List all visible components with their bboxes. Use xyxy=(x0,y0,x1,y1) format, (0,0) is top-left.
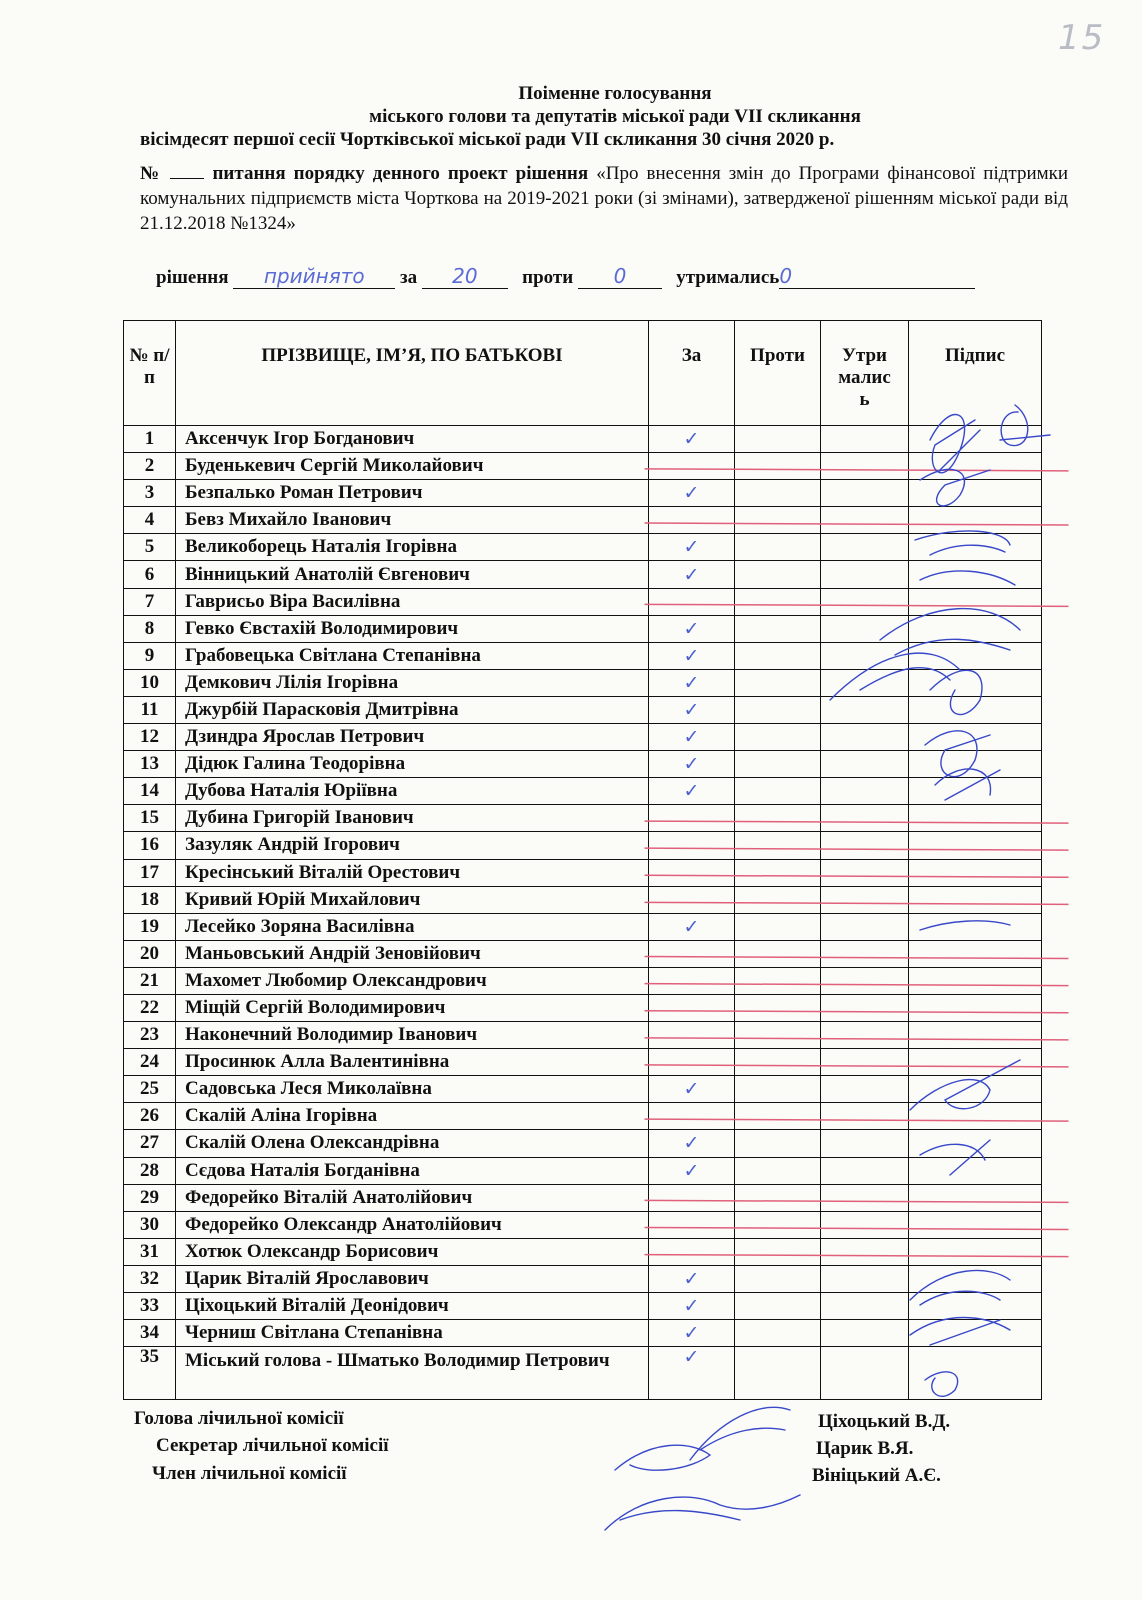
row-number: 5 xyxy=(124,534,176,561)
header-subtitle: міського голови та депутатів міської ради VІІ скликання xyxy=(369,106,861,127)
signature-scribble xyxy=(915,531,1010,555)
deputy-name: Буденькевич Сергій Миколайович xyxy=(176,453,649,480)
row-number: 31 xyxy=(124,1238,176,1265)
deputy-name: Маньовський Андрій Зеновійович xyxy=(176,940,649,967)
deputy-name: Дідюк Галина Теодорівна xyxy=(176,751,649,778)
row-number: 22 xyxy=(124,994,176,1021)
vote-for-cell: ✓ xyxy=(649,1157,735,1184)
row-number: 7 xyxy=(124,588,176,615)
vote-for-cell: ✓ xyxy=(649,1076,735,1103)
page-number: 15 xyxy=(1058,18,1106,58)
signature-scribble xyxy=(920,1140,990,1175)
vote-for-cell: ✓ xyxy=(649,778,735,805)
deputy-name: Бевз Михайло Іванович xyxy=(176,507,649,534)
signature-scribble xyxy=(1000,405,1050,446)
deputy-name: Джурбій Парасковія Дмитрівна xyxy=(176,696,649,723)
header-against: Проти xyxy=(735,321,821,426)
abstained-label: утримались xyxy=(676,267,780,288)
header-name: ПРІЗВИЩЕ, ІМ’Я, ПО БАТЬКОВІ xyxy=(176,321,649,426)
row-number: 4 xyxy=(124,507,176,534)
row-number: 12 xyxy=(124,724,176,751)
against-label: проти xyxy=(522,267,574,288)
deputy-name: Демкович Лілія Ігорівна xyxy=(176,669,649,696)
absence-strike-line xyxy=(645,1065,1069,1067)
topic-number-sign: № xyxy=(140,163,163,184)
deputy-name: Наконечний Володимир Іванович xyxy=(176,1022,649,1049)
row-number: 29 xyxy=(124,1184,176,1211)
vote-for-cell: ✓ xyxy=(649,696,735,723)
row-number: 21 xyxy=(124,967,176,994)
row-number: 10 xyxy=(124,669,176,696)
signature-scribble xyxy=(880,609,1020,655)
row-number: 33 xyxy=(124,1293,176,1320)
row-number: 32 xyxy=(124,1265,176,1292)
deputy-name: Скалій Аліна Ігорівна xyxy=(176,1103,649,1130)
vote-for-cell: ✓ xyxy=(649,1265,735,1292)
topic-label: питання порядку денного проект рішення xyxy=(212,163,589,184)
header-session: вісімдесят першої сесії Чортківської міської ради VІІ скликання 30 січня 2020 р. xyxy=(140,129,835,150)
row-number: 15 xyxy=(124,805,176,832)
row-number: 16 xyxy=(124,832,176,859)
row-number: 35 xyxy=(124,1347,176,1400)
row-number: 24 xyxy=(124,1049,176,1076)
signature-scribble xyxy=(925,1372,958,1396)
deputy-name: Федорейко Віталій Анатолійович xyxy=(176,1184,649,1211)
deputy-name: Скалій Олена Олександрівна xyxy=(176,1130,649,1157)
vote-for-cell: ✓ xyxy=(649,913,735,940)
row-number: 19 xyxy=(124,913,176,940)
header-abstained: Утримались xyxy=(821,321,909,426)
vote-for-cell: ✓ xyxy=(649,1320,735,1347)
deputy-name: Аксенчук Ігор Богданович xyxy=(176,426,649,453)
chair-label: Голова лічильної комісії xyxy=(134,1408,344,1429)
commission-signatures xyxy=(605,1407,800,1530)
deputy-name: Садовська Леся Миколаївна xyxy=(176,1076,649,1103)
header-for: За xyxy=(649,321,735,426)
abstained-value: 0 xyxy=(779,264,975,289)
deputy-name: Царик Віталій Ярославович xyxy=(176,1265,649,1292)
deputy-name: Черниш Світлана Степанівна xyxy=(176,1320,649,1347)
row-number: 3 xyxy=(124,480,176,507)
header-title: Поіменне голосування xyxy=(518,83,712,104)
against-value: 0 xyxy=(578,264,662,289)
absence-strike-line xyxy=(645,469,1069,471)
absence-strike-line xyxy=(645,604,1069,606)
absence-strike-line xyxy=(645,1011,1069,1013)
absence-strike-line xyxy=(645,1255,1069,1257)
absence-strike-line xyxy=(645,821,1069,823)
deputy-name: Кривий Юрій Михайлович xyxy=(176,886,649,913)
absence-strike-line xyxy=(645,523,1069,525)
header-number: № п/п xyxy=(124,321,176,426)
row-number: 13 xyxy=(124,751,176,778)
signature-scribble xyxy=(830,653,960,700)
deputy-name: Гевко Євстахій Володимирович xyxy=(176,615,649,642)
row-number: 27 xyxy=(124,1130,176,1157)
absence-strike-line xyxy=(645,984,1069,986)
absence-strike-line xyxy=(645,1119,1069,1121)
deputy-name: Ціхоцький Віталій Деонідович xyxy=(176,1293,649,1320)
row-number: 26 xyxy=(124,1103,176,1130)
vote-for-cell: ✓ xyxy=(649,1347,735,1400)
row-number: 23 xyxy=(124,1022,176,1049)
secretary-name: Царик В.Я. xyxy=(816,1438,914,1459)
for-label: за xyxy=(400,267,418,288)
absence-strike-lines xyxy=(645,469,1069,1257)
row-number: 18 xyxy=(124,886,176,913)
member-name: Вініцький А.Є. xyxy=(812,1465,941,1486)
row-number: 8 xyxy=(124,615,176,642)
vote-for-cell: ✓ xyxy=(649,1293,735,1320)
vote-for-cell: ✓ xyxy=(649,642,735,669)
deputy-name: Великоборець Наталія Ігорівна xyxy=(176,534,649,561)
deputy-name: Гаврисьо Віра Василівна xyxy=(176,588,649,615)
vote-for-cell: ✓ xyxy=(649,480,735,507)
row-number: 2 xyxy=(124,453,176,480)
signature-scribble xyxy=(925,731,990,777)
absence-strike-line xyxy=(645,1200,1069,1202)
deputy-name: Махомет Любомир Олександрович xyxy=(176,967,649,994)
row-number: 34 xyxy=(124,1320,176,1347)
deputy-name: Дубова Наталія Юріївна xyxy=(176,778,649,805)
decision-value: прийнято xyxy=(233,264,395,289)
deputy-name: Безпалько Роман Петрович xyxy=(176,480,649,507)
vote-for-cell: ✓ xyxy=(649,1130,735,1157)
member-signature xyxy=(605,1495,800,1530)
signature-scribble xyxy=(930,670,982,714)
absence-strike-line xyxy=(645,1038,1069,1040)
deputy-name: Дзиндра Ярослав Петрович xyxy=(176,724,649,751)
deputy-name: Дубина Григорій Іванович xyxy=(176,805,649,832)
row-number: 1 xyxy=(124,426,176,453)
row-number: 17 xyxy=(124,859,176,886)
decision-label: рішення xyxy=(156,267,229,288)
deputy-signatures xyxy=(830,405,1050,1396)
deputy-name: Лесейко Зоряна Василівна xyxy=(176,913,649,940)
secretary-signature xyxy=(615,1445,710,1470)
vote-for-cell: ✓ xyxy=(649,751,735,778)
vote-for-cell: ✓ xyxy=(649,534,735,561)
vote-for-cell: ✓ xyxy=(649,669,735,696)
vote-for-cell: ✓ xyxy=(649,615,735,642)
row-number: 20 xyxy=(124,940,176,967)
absence-strike-line xyxy=(645,1227,1069,1229)
row-number: 9 xyxy=(124,642,176,669)
row-number: 30 xyxy=(124,1211,176,1238)
absence-strike-line xyxy=(645,957,1069,959)
absence-strike-line xyxy=(645,848,1069,850)
signature-scribble xyxy=(910,1060,1020,1110)
deputy-name: Кресінський Віталій Орестович xyxy=(176,859,649,886)
for-value: 20 xyxy=(422,264,508,289)
signature-scribble xyxy=(920,921,1010,930)
secretary-label: Секретар лічильної комісії xyxy=(156,1435,389,1456)
deputy-name: Зазуляк Андрій Ігорович xyxy=(176,832,649,859)
deputy-name: Вінницький Анатолій Євгенович xyxy=(176,561,649,588)
deputy-name: Федорейко Олександр Анатолійович xyxy=(176,1211,649,1238)
chair-name: Ціхоцький В.Д. xyxy=(818,1411,951,1432)
row-number: 6 xyxy=(124,561,176,588)
vote-for-cell: ✓ xyxy=(649,426,735,453)
member-label: Член лічильної комісії xyxy=(152,1463,347,1484)
signature-scribble xyxy=(920,571,1015,585)
deputy-name: Сєдова Наталія Богданівна xyxy=(176,1157,649,1184)
row-number: 28 xyxy=(124,1157,176,1184)
absence-strike-line xyxy=(645,875,1069,877)
signature-scribble xyxy=(910,1270,1010,1305)
row-number: 11 xyxy=(124,696,176,723)
vote-for-cell: ✓ xyxy=(649,561,735,588)
signature-scribble xyxy=(920,469,990,506)
vote-for-cell: ✓ xyxy=(649,724,735,751)
deputy-name: Хотюк Олександр Борисович xyxy=(176,1238,649,1265)
deputy-name: Міський голова - Шматько Володимир Петрович xyxy=(176,1347,649,1400)
topic-text: «Про внесення змін до Програми фінансової підтримки комунальних підприємств міста Чорткова на 2019-2021 роки (зі змінами), затвердженої рішенням міської ради від 21.12.2018 №1324» xyxy=(140,163,1069,234)
deputy-name: Грабовецька Світлана Степанівна xyxy=(176,642,649,669)
deputy-name: Міщій Сергій Володимирович xyxy=(176,994,649,1021)
signature-scribble xyxy=(930,415,980,473)
deputy-name: Просинюк Алла Валентинівна xyxy=(176,1049,649,1076)
header-signature: Підпис xyxy=(909,321,1042,426)
row-number: 14 xyxy=(124,778,176,805)
absence-strike-line xyxy=(645,902,1069,904)
signature-scribble xyxy=(910,1318,1010,1346)
row-number: 25 xyxy=(124,1076,176,1103)
